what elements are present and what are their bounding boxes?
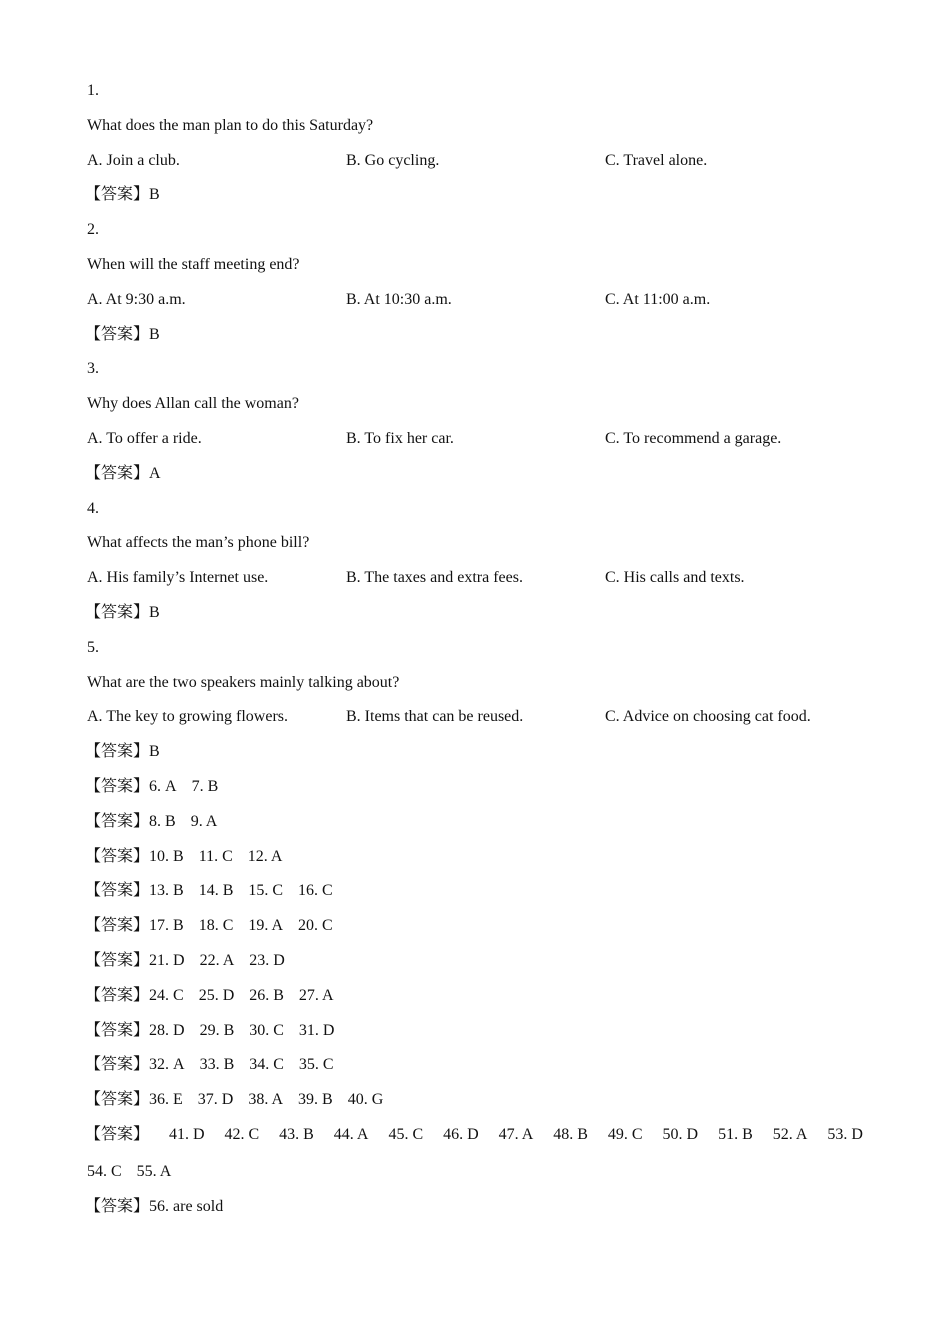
answer-item: 10. B bbox=[149, 847, 184, 865]
answer-line bbox=[87, 915, 877, 950]
answer-item: 15. C bbox=[248, 882, 284, 900]
answer-item: 52. A bbox=[772, 1125, 808, 1143]
answer-item: 40. G bbox=[347, 1091, 384, 1109]
option-b: B. The taxes and extra fees. bbox=[346, 569, 523, 587]
answer-line bbox=[87, 184, 877, 219]
question-text: What does the man plan to do this Saturday? bbox=[87, 116, 374, 134]
options-row bbox=[87, 428, 877, 463]
option-b: B. Go cycling. bbox=[346, 151, 440, 169]
question-number: 1. bbox=[87, 82, 99, 99]
question-text: What are the two speakers mainly talking about? bbox=[87, 673, 400, 691]
answer-item: 34. C bbox=[249, 1056, 284, 1074]
answer-line-cloze-continued bbox=[87, 1161, 877, 1196]
answer-item: 7. B bbox=[191, 777, 219, 795]
answer-item: 39. B bbox=[298, 1091, 333, 1109]
question-number: 3. bbox=[87, 360, 99, 378]
option-a: A. His family’s Internet use. bbox=[87, 569, 269, 587]
option-b: B. Items that can be reused. bbox=[346, 708, 524, 726]
answer-line bbox=[87, 811, 877, 846]
answer-item: 23. D bbox=[249, 951, 285, 969]
answer-value: B bbox=[149, 603, 160, 621]
option-b: B. To fix her car. bbox=[346, 429, 454, 447]
answer-item: 43. B bbox=[279, 1125, 314, 1143]
option-b: B. At 10:30 a.m. bbox=[346, 290, 452, 308]
answer-item: 51. B bbox=[718, 1125, 753, 1143]
answer-item: 21. D bbox=[149, 951, 185, 969]
answer-item: 8. B bbox=[149, 812, 176, 830]
question-text: When will the staff meeting end? bbox=[87, 255, 300, 273]
answer-label: 【答案】 bbox=[85, 186, 150, 204]
option-a: A. Join a club. bbox=[87, 151, 180, 169]
answer-value: B bbox=[149, 186, 160, 204]
answer-line-grammar bbox=[87, 1196, 877, 1231]
answer-line bbox=[87, 1089, 877, 1124]
question-block bbox=[87, 219, 877, 358]
answer-line-cloze bbox=[87, 1124, 863, 1161]
answer-label: 【答案】 bbox=[85, 917, 150, 935]
answer-item: 28. D bbox=[149, 1021, 185, 1039]
answer-item: 11. C bbox=[198, 847, 233, 865]
options-row bbox=[87, 706, 877, 741]
question-text: What affects the man’s phone bill? bbox=[87, 534, 310, 552]
answer-line bbox=[87, 1020, 877, 1055]
answer-item: 12. A bbox=[247, 847, 283, 865]
answer-item: 31. D bbox=[298, 1021, 335, 1039]
answer-item: 41. D bbox=[168, 1125, 205, 1143]
answer-line bbox=[87, 741, 877, 776]
answer-label: 【答案】 bbox=[85, 325, 150, 343]
answer-item: 27. A bbox=[298, 986, 334, 1004]
answer-label: 【答案】 bbox=[85, 847, 150, 865]
options-row bbox=[87, 289, 877, 324]
answer-line bbox=[87, 985, 877, 1020]
question-number: 2. bbox=[87, 221, 99, 239]
answer-item: 48. B bbox=[553, 1125, 588, 1143]
answer-label: 【答案】 bbox=[85, 1056, 150, 1074]
answer-item: 29. B bbox=[199, 1021, 235, 1039]
question-text: Why does Allan call the woman? bbox=[87, 395, 299, 413]
answer-item: 55. A bbox=[136, 1162, 172, 1180]
option-a: A. The key to growing flowers. bbox=[87, 708, 288, 726]
answer-item: 35. C bbox=[298, 1056, 334, 1074]
answer-item: 50. D bbox=[662, 1125, 699, 1143]
option-c: C. Advice on choosing cat food. bbox=[605, 708, 811, 726]
option-a: A. To offer a ride. bbox=[87, 429, 202, 447]
answer-label: 【答案】 bbox=[85, 1197, 150, 1215]
answer-document bbox=[87, 80, 877, 1231]
answer-label: 【答案】 bbox=[85, 743, 150, 761]
answer-item: 24. C bbox=[149, 986, 184, 1004]
options-row bbox=[87, 567, 877, 602]
answer-item: 13. B bbox=[149, 882, 184, 900]
answer-item: 6. A bbox=[149, 777, 177, 795]
answer-label: 【答案】 bbox=[85, 986, 150, 1004]
answer-line bbox=[87, 602, 877, 637]
answer-line bbox=[87, 950, 877, 985]
answer-value: B bbox=[149, 325, 160, 343]
answer-item: 36. E bbox=[149, 1091, 183, 1109]
answer-item: 53. D bbox=[827, 1125, 863, 1143]
answer-label: 【答案】 bbox=[85, 464, 150, 482]
options-row bbox=[87, 150, 877, 185]
answer-value: B bbox=[149, 743, 160, 761]
question-block bbox=[87, 637, 877, 776]
answer-label: 【答案】 bbox=[85, 1091, 150, 1109]
answer-label: 【答案】 bbox=[85, 1021, 150, 1039]
answer-line bbox=[87, 463, 877, 498]
answer-item: 9. A bbox=[190, 812, 218, 830]
answer-item: 16. C bbox=[298, 882, 333, 900]
answer-label: 【答案】 bbox=[85, 951, 150, 969]
answer-item: 14. B bbox=[198, 882, 234, 900]
answer-item: 46. D bbox=[443, 1125, 479, 1143]
answer-label: 【答案】 bbox=[85, 603, 150, 621]
answer-line bbox=[87, 324, 877, 359]
answer-value: A bbox=[149, 464, 161, 482]
answer-item: 47. A bbox=[498, 1125, 534, 1143]
answer-item: 44. A bbox=[333, 1125, 369, 1143]
option-c: C. His calls and texts. bbox=[605, 569, 745, 587]
answer-label: 【答案】 bbox=[85, 777, 150, 795]
answer-item: 37. D bbox=[197, 1091, 234, 1109]
question-number: 4. bbox=[87, 499, 99, 517]
answer-item: 26. B bbox=[249, 986, 284, 1004]
answer-item: 54. C bbox=[87, 1162, 122, 1180]
option-c: C. To recommend a garage. bbox=[605, 429, 782, 447]
answer-label: 【答案】 bbox=[85, 812, 150, 830]
answer-line bbox=[87, 880, 877, 915]
question-block bbox=[87, 80, 877, 219]
answer-line bbox=[87, 776, 877, 811]
answer-value: 56. are sold bbox=[149, 1197, 224, 1215]
answer-item: 32. A bbox=[149, 1056, 185, 1074]
answer-item: 25. D bbox=[198, 986, 235, 1004]
answer-item: 20. C bbox=[298, 917, 333, 935]
answer-item: 30. C bbox=[249, 1021, 284, 1039]
answer-item: 33. B bbox=[199, 1056, 235, 1074]
option-c: C. Travel alone. bbox=[605, 151, 708, 169]
answer-item: 49. C bbox=[607, 1125, 643, 1143]
answer-item: 18. C bbox=[198, 917, 234, 935]
answer-item: 17. B bbox=[149, 917, 184, 935]
answer-label: 【答案】 bbox=[85, 1125, 150, 1143]
answer-item: 45. C bbox=[388, 1125, 424, 1143]
answer-item: 22. A bbox=[199, 951, 235, 969]
question-number: 5. bbox=[87, 638, 99, 656]
option-a: A. At 9:30 a.m. bbox=[87, 290, 186, 308]
answer-line bbox=[87, 846, 877, 881]
question-block bbox=[87, 498, 877, 637]
answer-label: 【答案】 bbox=[85, 882, 150, 900]
question-block bbox=[87, 358, 877, 497]
answer-item: 38. A bbox=[248, 1091, 284, 1109]
answer-item: 42. C bbox=[224, 1125, 260, 1143]
option-c: C. At 11:00 a.m. bbox=[605, 290, 711, 308]
answer-item: 19. A bbox=[248, 917, 284, 935]
answer-line bbox=[87, 1054, 877, 1089]
